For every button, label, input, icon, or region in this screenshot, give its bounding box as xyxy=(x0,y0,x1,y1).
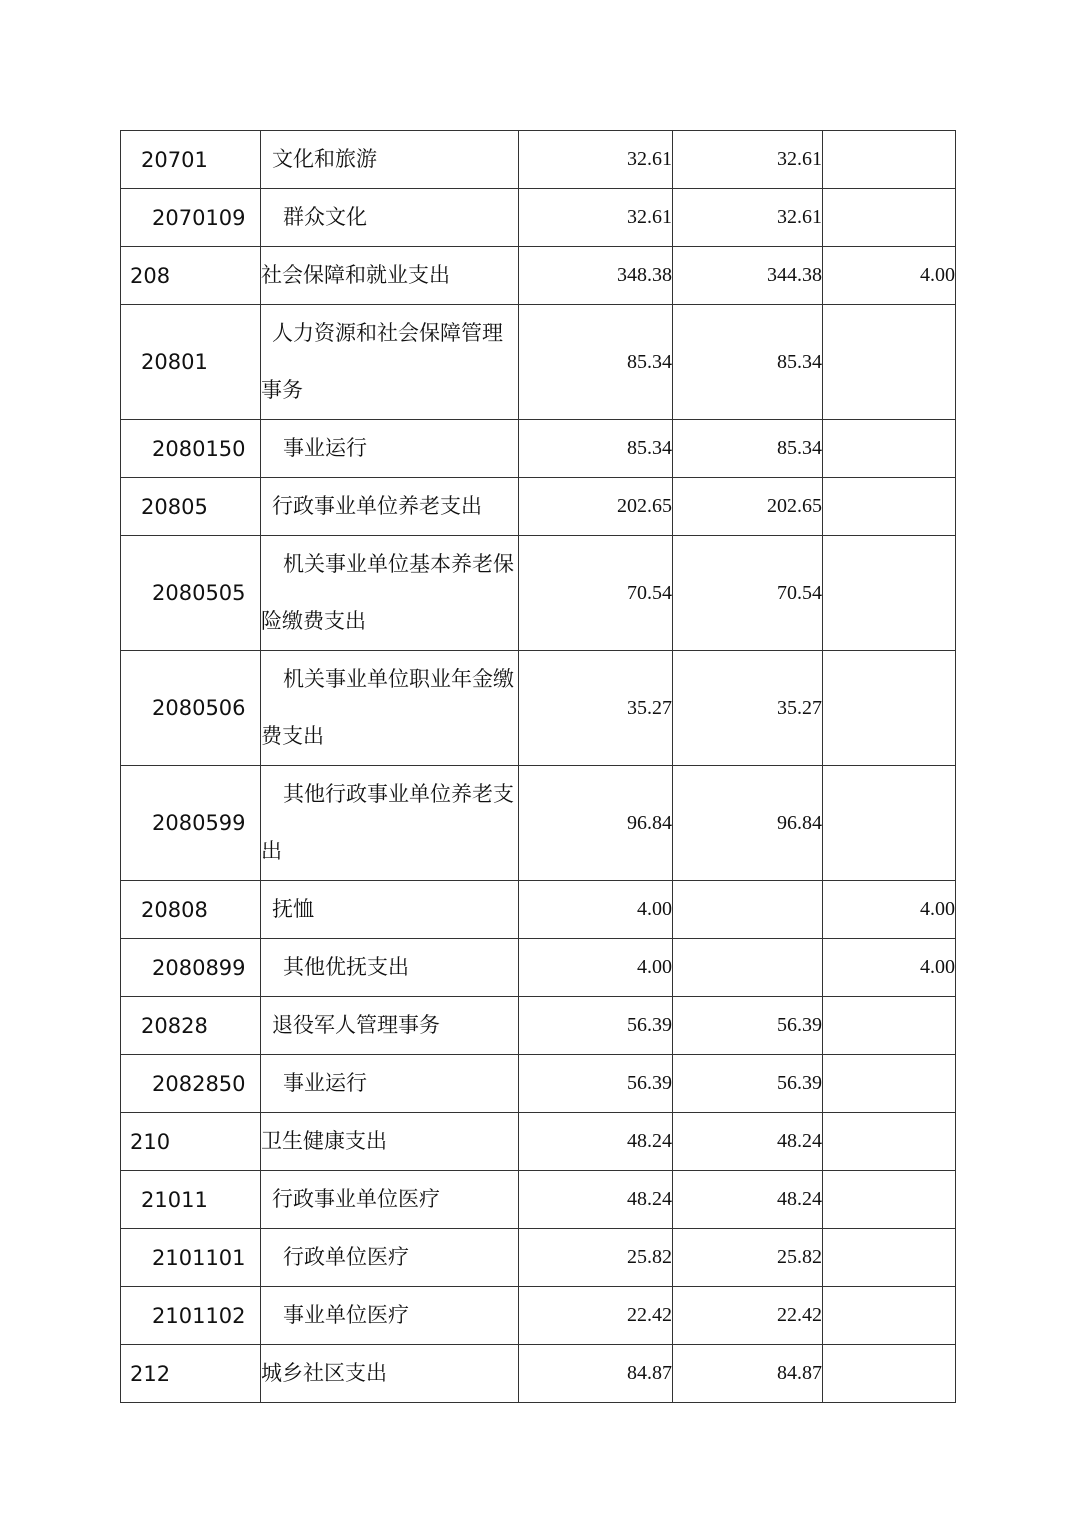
table-row xyxy=(121,1171,956,1229)
basic-amount: 56.39 xyxy=(673,1055,823,1113)
table-row xyxy=(121,1287,956,1345)
basic-amount xyxy=(673,939,823,997)
subject-name: 行政事业单位养老支出 xyxy=(261,478,519,536)
total-amount: 84.87 xyxy=(519,1345,673,1403)
total-amount: 48.24 xyxy=(519,1171,673,1229)
table-row xyxy=(121,881,956,939)
basic-amount: 32.61 xyxy=(673,189,823,247)
table-row xyxy=(121,478,956,536)
project-amount xyxy=(823,1345,956,1403)
subject-code: 2080505 xyxy=(121,536,261,651)
total-amount: 202.65 xyxy=(519,478,673,536)
subject-code: 20808 xyxy=(121,881,261,939)
basic-amount: 35.27 xyxy=(673,651,823,766)
subject-code: 2101101 xyxy=(121,1229,261,1287)
total-amount: 85.34 xyxy=(519,420,673,478)
total-amount: 85.34 xyxy=(519,305,673,420)
table-row xyxy=(121,766,956,881)
subject-name: 事业运行 xyxy=(261,420,519,478)
subject-code: 20801 xyxy=(121,305,261,420)
subject-name: 文化和旅游 xyxy=(261,131,519,189)
subject-code: 2082850 xyxy=(121,1055,261,1113)
project-amount xyxy=(823,651,956,766)
table-row xyxy=(121,939,956,997)
subject-name: 城乡社区支出 xyxy=(261,1345,519,1403)
subject-name: 机关事业单位职业年金缴费支出 xyxy=(261,651,519,766)
table-row xyxy=(121,420,956,478)
subject-code: 2070109 xyxy=(121,189,261,247)
basic-amount: 48.24 xyxy=(673,1171,823,1229)
basic-amount: 85.34 xyxy=(673,305,823,420)
project-amount xyxy=(823,131,956,189)
subject-code: 212 xyxy=(121,1345,261,1403)
total-amount: 35.27 xyxy=(519,651,673,766)
table-row xyxy=(121,305,956,420)
subject-name: 行政单位医疗 xyxy=(261,1229,519,1287)
table-row xyxy=(121,131,956,189)
subject-name: 抚恤 xyxy=(261,881,519,939)
subject-code: 2080506 xyxy=(121,651,261,766)
table-row xyxy=(121,189,956,247)
project-amount xyxy=(823,766,956,881)
basic-amount: 22.42 xyxy=(673,1287,823,1345)
basic-amount: 344.38 xyxy=(673,247,823,305)
project-amount xyxy=(823,1171,956,1229)
subject-code: 20828 xyxy=(121,997,261,1055)
total-amount: 56.39 xyxy=(519,997,673,1055)
basic-amount: 96.84 xyxy=(673,766,823,881)
subject-name: 人力资源和社会保障管理事务 xyxy=(261,305,519,420)
basic-amount: 84.87 xyxy=(673,1345,823,1403)
subject-name: 事业单位医疗 xyxy=(261,1287,519,1345)
subject-code: 208 xyxy=(121,247,261,305)
subject-code: 20805 xyxy=(121,478,261,536)
total-amount: 4.00 xyxy=(519,939,673,997)
total-amount: 4.00 xyxy=(519,881,673,939)
budget-expenditure-table xyxy=(120,130,956,1403)
subject-name: 退役军人管理事务 xyxy=(261,997,519,1055)
project-amount: 4.00 xyxy=(823,247,956,305)
table-row xyxy=(121,997,956,1055)
subject-code: 21011 xyxy=(121,1171,261,1229)
project-amount xyxy=(823,478,956,536)
table-row xyxy=(121,1113,956,1171)
project-amount: 4.00 xyxy=(823,881,956,939)
subject-code: 2080899 xyxy=(121,939,261,997)
subject-code: 2080599 xyxy=(121,766,261,881)
basic-amount: 48.24 xyxy=(673,1113,823,1171)
total-amount: 70.54 xyxy=(519,536,673,651)
subject-name: 机关事业单位基本养老保险缴费支出 xyxy=(261,536,519,651)
basic-amount: 70.54 xyxy=(673,536,823,651)
subject-code: 2080150 xyxy=(121,420,261,478)
subject-name: 行政事业单位医疗 xyxy=(261,1171,519,1229)
project-amount xyxy=(823,536,956,651)
subject-name: 卫生健康支出 xyxy=(261,1113,519,1171)
table-row xyxy=(121,1345,956,1403)
total-amount: 32.61 xyxy=(519,189,673,247)
table-row xyxy=(121,1055,956,1113)
table-row xyxy=(121,247,956,305)
subject-name: 群众文化 xyxy=(261,189,519,247)
basic-amount: 32.61 xyxy=(673,131,823,189)
basic-amount xyxy=(673,881,823,939)
table-row xyxy=(121,651,956,766)
subject-code: 2101102 xyxy=(121,1287,261,1345)
basic-amount: 85.34 xyxy=(673,420,823,478)
basic-amount: 25.82 xyxy=(673,1229,823,1287)
table-row xyxy=(121,1229,956,1287)
total-amount: 96.84 xyxy=(519,766,673,881)
project-amount: 4.00 xyxy=(823,939,956,997)
total-amount: 48.24 xyxy=(519,1113,673,1171)
project-amount xyxy=(823,1287,956,1345)
project-amount xyxy=(823,305,956,420)
subject-name: 社会保障和就业支出 xyxy=(261,247,519,305)
project-amount xyxy=(823,189,956,247)
total-amount: 348.38 xyxy=(519,247,673,305)
basic-amount: 56.39 xyxy=(673,997,823,1055)
project-amount xyxy=(823,1113,956,1171)
project-amount xyxy=(823,997,956,1055)
project-amount xyxy=(823,1229,956,1287)
table-row xyxy=(121,536,956,651)
total-amount: 56.39 xyxy=(519,1055,673,1113)
total-amount: 22.42 xyxy=(519,1287,673,1345)
project-amount xyxy=(823,1055,956,1113)
subject-code: 210 xyxy=(121,1113,261,1171)
subject-name: 其他行政事业单位养老支出 xyxy=(261,766,519,881)
basic-amount: 202.65 xyxy=(673,478,823,536)
total-amount: 25.82 xyxy=(519,1229,673,1287)
subject-name: 其他优抚支出 xyxy=(261,939,519,997)
project-amount xyxy=(823,420,956,478)
total-amount: 32.61 xyxy=(519,131,673,189)
subject-code: 20701 xyxy=(121,131,261,189)
subject-name: 事业运行 xyxy=(261,1055,519,1113)
